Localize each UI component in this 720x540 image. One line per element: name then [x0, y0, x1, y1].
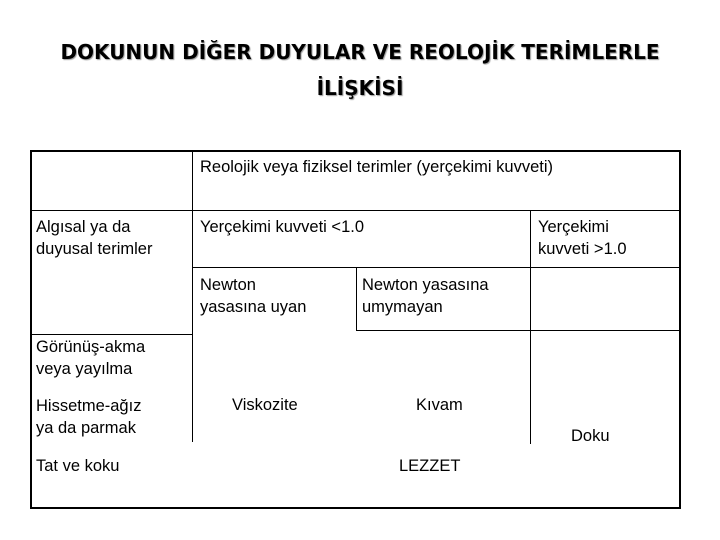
header-sensory-terms: Algısal ya da duyusal terimler: [36, 218, 153, 258]
row-label-touch: Hissetme-ağız ya da parmak: [36, 397, 142, 437]
cell-texture: Doku: [571, 427, 610, 445]
row-label-appearance: Görünüş-akma veya yayılma: [36, 338, 146, 378]
page-title-line-1: DOKUNUN DİĞER DUYULAR VE REOLOJİK TERİMLERLE: [60, 40, 660, 64]
cell-viscosity: Viskozite: [232, 396, 298, 414]
col-divider-gravity-gt: [530, 210, 531, 444]
header-gravity-lt: Yerçekimi kuvveti <1.0: [200, 218, 365, 236]
header-rheological-terms: Reolojik veya fiziksel terimler (yerçekimi kuvveti): [200, 158, 553, 176]
col-divider-newton: [356, 267, 357, 330]
row-divider-top: [32, 210, 192, 211]
header-gravity-gt: Yerçekimi kuvveti >1.0: [538, 218, 627, 258]
row-divider-newton: [192, 267, 681, 268]
row-divider-mid: [356, 330, 681, 331]
rheology-table: [30, 150, 681, 509]
row-divider-appearance: [32, 334, 192, 335]
row-label-taste: Tat ve koku: [36, 457, 120, 475]
page-title-line-2: İLİŞKİSİ: [316, 76, 404, 100]
col-divider-left: [192, 152, 193, 442]
cell-flavor: LEZZET: [399, 457, 461, 475]
header-newtonian: Newton yasasına uyan: [200, 276, 307, 316]
col-divider-right: [530, 330, 531, 390]
row-divider-gravity: [192, 210, 681, 211]
header-non-newtonian: Newton yasasına umymayan: [362, 276, 489, 316]
cell-consistency: Kıvam: [416, 396, 463, 414]
